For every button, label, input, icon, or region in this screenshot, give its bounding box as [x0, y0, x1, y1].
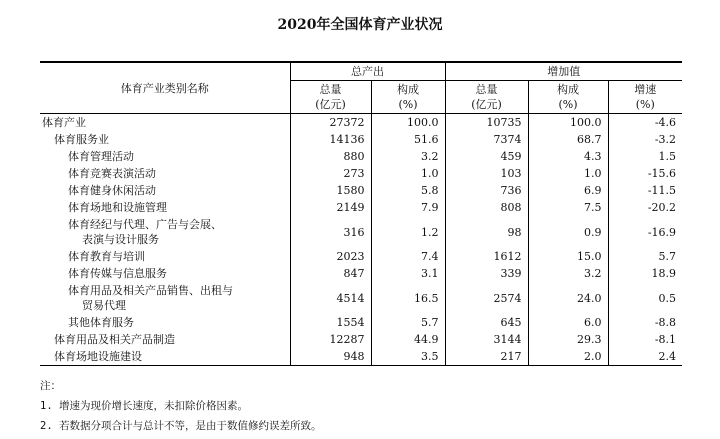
table-row — [40, 182, 682, 199]
cell-growth: -20.2 — [608, 199, 682, 216]
row-category-name — [40, 114, 290, 132]
cell-total: 847 — [290, 265, 371, 282]
cell-va-share: 2.0 — [528, 348, 608, 366]
row-category-name — [40, 348, 290, 366]
row-category-name-line: 体育健身休闲活动 — [68, 184, 156, 197]
cell-total: 880 — [290, 148, 371, 165]
row-category-name-line: 体育产业 — [42, 116, 86, 129]
cell-total-share: 1.2 — [371, 216, 445, 248]
table-row — [40, 114, 682, 132]
cell-growth: 1.5 — [608, 148, 682, 165]
cell-growth: -15.6 — [608, 165, 682, 182]
cell-growth: -11.5 — [608, 182, 682, 199]
footnote-1: 1. 增速为现价增长速度，未扣除价格因素。 — [40, 400, 248, 412]
row-category-name-line: 其他体育服务 — [68, 316, 134, 329]
cell-va: 736 — [445, 182, 528, 199]
cell-va-share: 0.9 — [528, 216, 608, 248]
cell-va-share: 4.3 — [528, 148, 608, 165]
row-category-name — [40, 148, 290, 165]
cell-total: 14136 — [290, 131, 371, 148]
cell-growth: -8.8 — [608, 314, 682, 331]
table-row — [40, 199, 682, 216]
sports-industry-table — [40, 61, 682, 366]
cell-va: 3144 — [445, 331, 528, 348]
cell-va: 808 — [445, 199, 528, 216]
table-row — [40, 165, 682, 182]
cell-total-share: 7.9 — [371, 199, 445, 216]
cell-total: 2149 — [290, 199, 371, 216]
cell-va-share: 7.5 — [528, 199, 608, 216]
table-row — [40, 131, 682, 148]
cell-total: 1554 — [290, 314, 371, 331]
cell-va-share: 15.0 — [528, 248, 608, 265]
row-category-name-line: 体育用品及相关产品销售、出租与 — [68, 284, 233, 297]
cell-total: 12287 — [290, 331, 371, 348]
cell-va-share: 29.3 — [528, 331, 608, 348]
table-row — [40, 265, 682, 282]
cell-va: 10735 — [445, 114, 528, 132]
cell-va: 7374 — [445, 131, 528, 148]
cell-total: 27372 — [290, 114, 371, 132]
cell-total: 4514 — [290, 282, 371, 314]
cell-total-share: 51.6 — [371, 131, 445, 148]
col-header-line: (%) — [398, 98, 418, 111]
row-category-name — [40, 265, 290, 282]
cell-va: 645 — [445, 314, 528, 331]
table-row — [40, 248, 682, 265]
cell-total-share: 44.9 — [371, 331, 445, 348]
table-body — [40, 114, 682, 366]
row-category-name-line: 体育教育与培训 — [68, 250, 145, 263]
col-header-line: (亿元) — [471, 98, 502, 111]
table-row — [40, 348, 682, 366]
footnote-2: 2. 若数据分项合计与总计不等，是由于数值修约误差所致。 — [40, 420, 322, 432]
table-row — [40, 148, 682, 165]
col-header-va-share — [528, 81, 608, 114]
cell-total-share: 1.0 — [371, 165, 445, 182]
cell-growth: -16.9 — [608, 216, 682, 248]
row-category-name-line: 贸易代理 — [82, 299, 126, 312]
cell-va: 98 — [445, 216, 528, 248]
cell-total: 273 — [290, 165, 371, 182]
cell-va-share: 1.0 — [528, 165, 608, 182]
col-header-line: 构成 — [397, 83, 419, 96]
row-category-name-line: 体育经纪与代理、广告与会展、 — [68, 218, 222, 231]
row-category-name-line: 体育场地和设施管理 — [68, 201, 167, 214]
row-category-name-line: 体育竞赛表演活动 — [68, 167, 156, 180]
cell-va: 103 — [445, 165, 528, 182]
cell-va: 339 — [445, 265, 528, 282]
cell-va-share: 24.0 — [528, 282, 608, 314]
table-row — [40, 216, 682, 248]
table-row — [40, 331, 682, 348]
row-category-name — [40, 199, 290, 216]
cell-growth: 5.7 — [608, 248, 682, 265]
row-category-name — [40, 331, 290, 348]
cell-va: 217 — [445, 348, 528, 366]
table-row — [40, 282, 682, 314]
cell-growth: 0.5 — [608, 282, 682, 314]
cell-va-share: 68.7 — [528, 131, 608, 148]
col-header-va-amount — [445, 81, 528, 114]
cell-va-share: 6.9 — [528, 182, 608, 199]
cell-va: 2574 — [445, 282, 528, 314]
col-header-line: 增速 — [634, 83, 657, 96]
footnotes — [40, 376, 321, 436]
col-header-line: 构成 — [557, 83, 579, 96]
cell-total-share: 3.2 — [371, 148, 445, 165]
cell-va-share: 3.2 — [528, 265, 608, 282]
col-header-line: (%) — [635, 98, 655, 111]
cell-total-share: 5.7 — [371, 314, 445, 331]
row-category-name-line: 体育场地设施建设 — [54, 350, 142, 363]
col-header-line: 总量 — [475, 83, 498, 96]
cell-growth: -3.2 — [608, 131, 682, 148]
cell-va: 1612 — [445, 248, 528, 265]
cell-total: 2023 — [290, 248, 371, 265]
row-category-name-line: 表演与设计服务 — [82, 233, 159, 246]
col-header-line: 总量 — [319, 83, 342, 96]
footnote-heading: 注： — [40, 380, 61, 392]
row-category-name — [40, 216, 290, 248]
cell-growth: -8.1 — [608, 331, 682, 348]
page-title: 2020年全国体育产业状况 — [277, 17, 443, 33]
col-header-total-share — [371, 81, 445, 114]
col-header-va-growth — [608, 81, 682, 114]
cell-va: 459 — [445, 148, 528, 165]
group-header-total-output: 总产出 — [290, 62, 445, 81]
row-category-name — [40, 182, 290, 199]
category-header: 体育产业类别名称 — [40, 62, 290, 114]
row-category-name-line: 体育服务业 — [54, 133, 109, 146]
cell-total: 316 — [290, 216, 371, 248]
cell-growth: 2.4 — [608, 348, 682, 366]
cell-total-share: 3.1 — [371, 265, 445, 282]
cell-growth: -4.6 — [608, 114, 682, 132]
cell-va-share: 100.0 — [528, 114, 608, 132]
row-category-name — [40, 131, 290, 148]
row-category-name-line: 体育用品及相关产品制造 — [54, 333, 175, 346]
group-header-value-added: 增加值 — [445, 62, 682, 81]
row-category-name — [40, 248, 290, 265]
row-category-name — [40, 165, 290, 182]
table-row — [40, 314, 682, 331]
cell-total: 948 — [290, 348, 371, 366]
col-header-total-amount — [290, 81, 371, 114]
cell-growth: 18.9 — [608, 265, 682, 282]
cell-va-share: 6.0 — [528, 314, 608, 331]
row-category-name-line: 体育传媒与信息服务 — [68, 267, 167, 280]
row-category-name — [40, 282, 290, 314]
cell-total-share: 3.5 — [371, 348, 445, 366]
col-header-line: (%) — [558, 98, 578, 111]
cell-total-share: 16.5 — [371, 282, 445, 314]
cell-total: 1580 — [290, 182, 371, 199]
row-category-name — [40, 314, 290, 331]
col-header-line: (亿元) — [315, 98, 346, 111]
cell-total-share: 5.8 — [371, 182, 445, 199]
cell-total-share: 100.0 — [371, 114, 445, 132]
cell-total-share: 7.4 — [371, 248, 445, 265]
row-category-name-line: 体育管理活动 — [68, 150, 134, 163]
